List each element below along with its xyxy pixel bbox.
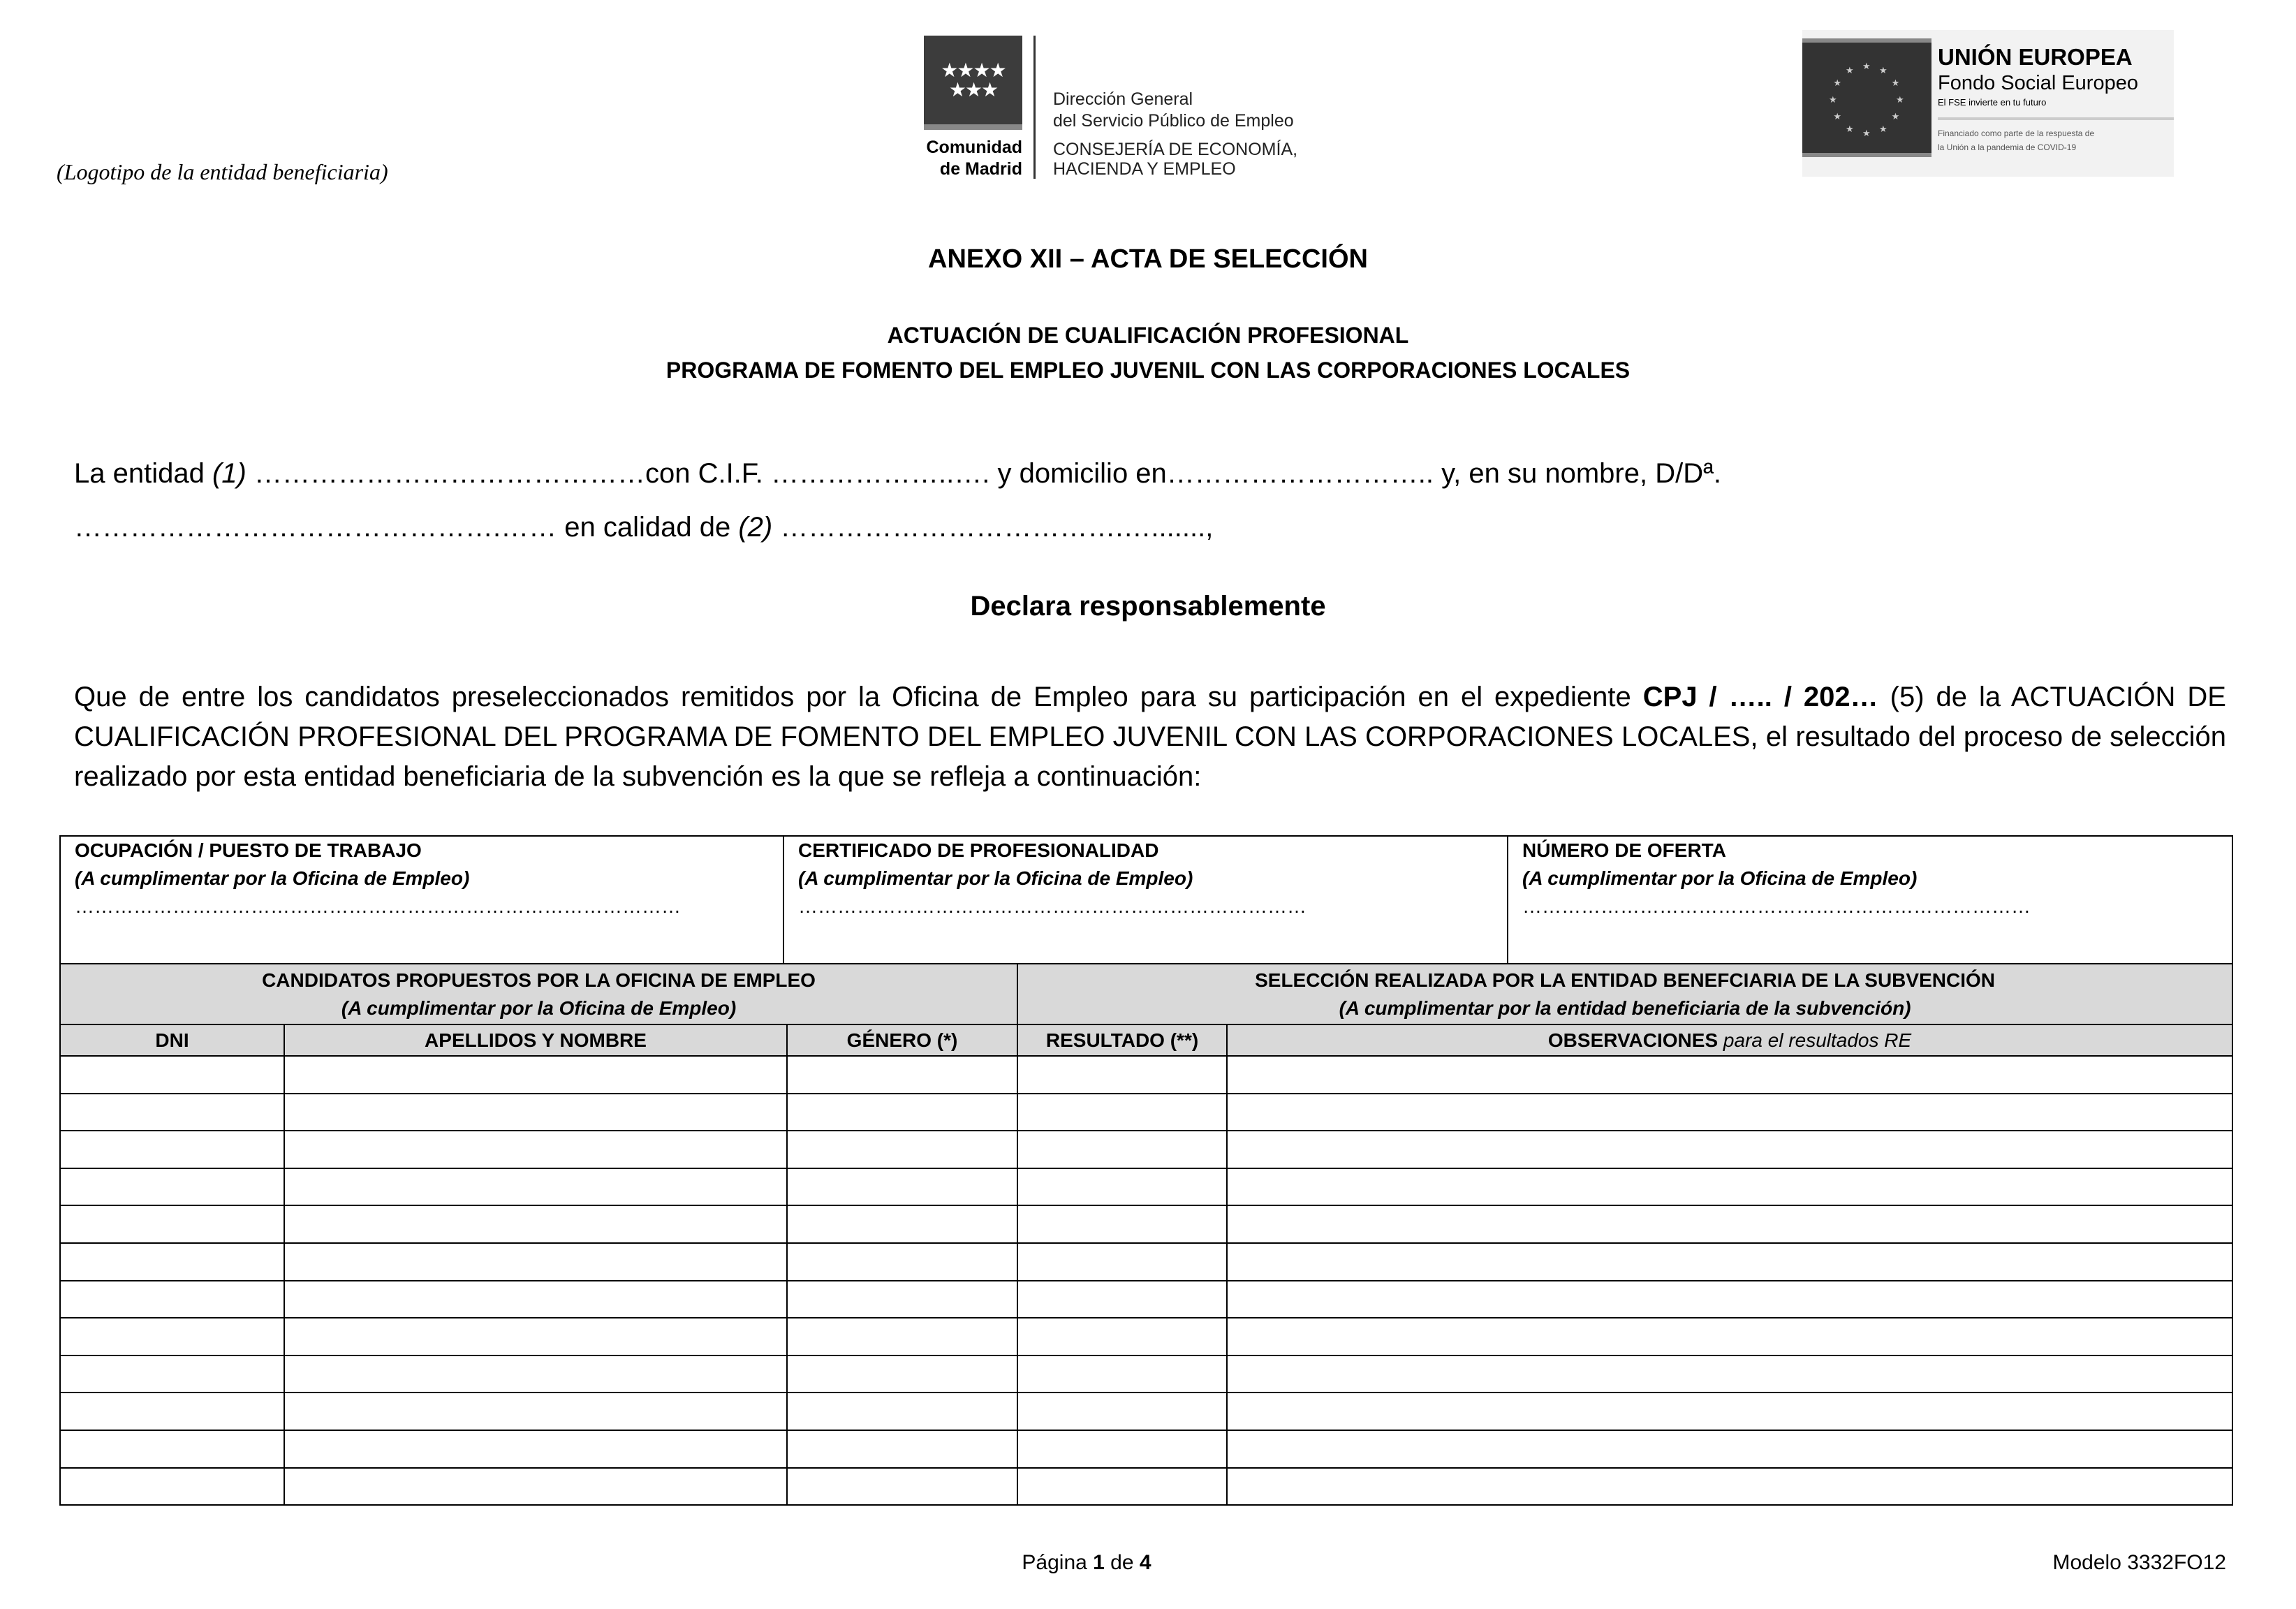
declaration-heading: Declara responsablemente [970,591,1326,622]
table-cell[interactable] [787,1131,1017,1168]
table-cell[interactable] [1017,1468,1227,1506]
table-cell[interactable] [1017,1281,1227,1318]
logo-text: Dirección General [1053,89,1193,109]
table-cell[interactable] [284,1355,787,1393]
logo-text: la Unión a la pandemia de COVID-19 [1938,142,2077,152]
table-cell[interactable] [787,1468,1017,1506]
table-cell[interactable] [1227,1131,2232,1168]
table-cell[interactable] [60,1131,284,1168]
table-cell[interactable] [1017,1056,1227,1094]
table-row [60,1131,2232,1168]
eu-fse-logo [1802,30,2174,177]
intro-paragraph [74,447,2197,554]
table-cell[interactable] [1017,1094,1227,1131]
table-cell[interactable] [1227,1168,2232,1206]
job-info-cell[interactable] [783,836,1508,964]
table-cell[interactable] [284,1056,787,1094]
table-cell[interactable] [1017,1131,1227,1168]
table-cell[interactable] [284,1318,787,1355]
table-cell[interactable] [60,1056,284,1094]
table-cell[interactable] [284,1205,787,1243]
logo-text: Fondo Social Europeo [1938,72,2138,94]
madrid-flag-stars-icon: ★★★★ ★★★ [924,36,1022,130]
table-cell[interactable] [787,1430,1017,1468]
table-cell[interactable] [787,1393,1017,1430]
table-cell[interactable] [1227,1281,2232,1318]
comunidad-madrid-logo [924,36,1315,179]
expediente-ref: CPJ / ….. / 202… [1642,682,1878,712]
table-cell[interactable] [60,1430,284,1468]
fill-dots: …………………………………………………………………… [798,895,1307,917]
job-info-table [59,835,2233,964]
star-icon: ★ [1896,94,1904,105]
table-cell[interactable] [1017,1393,1227,1430]
table-row [60,1094,2232,1131]
table-row [60,1168,2232,1206]
table-row [60,1468,2232,1506]
table-cell[interactable] [284,1094,787,1131]
table-cell[interactable] [1017,1355,1227,1393]
table-cell[interactable] [60,1318,284,1355]
table-cell[interactable] [1227,1243,2232,1281]
cell-label: CERTIFICADO DE PROFESIONALIDAD [798,839,1159,861]
table-row [60,1393,2232,1430]
table-cell[interactable] [1227,1205,2232,1243]
table-cell[interactable] [1227,1393,2232,1430]
table-cell[interactable] [284,1281,787,1318]
table-cell[interactable] [60,1205,284,1243]
note-ref: (1) [212,458,246,489]
column-header: OBSERVACIONES para el resultados RE [1227,1024,2232,1056]
table-cell[interactable] [787,1318,1017,1355]
column-header: RESULTADO (**) [1017,1024,1227,1056]
star-icon: ★ [1829,94,1837,105]
star-icon: ★ [1891,111,1900,122]
table-cell[interactable] [60,1468,284,1506]
cell-note: (A cumplimentar por la Oficina de Empleo) [75,867,470,889]
table-cell[interactable] [284,1468,787,1506]
table-cell[interactable] [284,1393,787,1430]
table-row [60,1430,2232,1468]
table-cell[interactable] [1017,1168,1227,1206]
star-icon: ★ [1879,65,1887,76]
table-cell[interactable] [1227,1318,2232,1355]
table-cell[interactable] [60,1243,284,1281]
table-cell[interactable] [787,1056,1017,1094]
star-icon: ★ [1846,123,1854,134]
cell-label: NÚMERO DE OFERTA [1522,839,1726,861]
star-icon: ★ [1846,65,1854,76]
table-cell[interactable] [284,1168,787,1206]
table-cell[interactable] [787,1243,1017,1281]
body-text: Que de entre los candidatos preseleccionados remitidos por la Oficina de Empleo para su participación en el expediente [74,682,1643,712]
cell-note: (A cumplimentar por la Oficina de Empleo) [798,867,1193,889]
group-header-candidates: CANDIDATOS PROPUESTOS POR LA OFICINA DE EMPLEO (A cumplimentar por la Oficina de Empleo) [60,964,1017,1024]
table-row [60,1281,2232,1318]
table-cell[interactable] [60,1168,284,1206]
logo-text: El FSE invierte en tu futuro [1938,97,2047,108]
table-cell[interactable] [1017,1430,1227,1468]
table-row [60,1355,2232,1393]
table-cell[interactable] [1017,1243,1227,1281]
cell-label: OCUPACIÓN / PUESTO DE TRABAJO [75,839,422,861]
model-code: Modelo 3332FO12 [2052,1551,2226,1574]
table-cell[interactable] [1227,1468,2232,1506]
logo-placeholder: (Logotipo de la entidad beneficiaria) [57,159,388,184]
table-cell[interactable] [787,1281,1017,1318]
subtitle: PROGRAMA DE FOMENTO DEL EMPLEO JUVENIL CON LAS CORPORACIONES LOCALES [665,358,1631,383]
column-header: APELLIDOS Y NOMBRE [284,1024,787,1056]
cell-note: (A cumplimentar por la Oficina de Empleo) [1522,867,1918,889]
table-row [60,1318,2232,1355]
subtitle: ACTUACIÓN DE CUALIFICACIÓN PROFESIONAL [887,323,1409,348]
table-cell[interactable] [60,1355,284,1393]
table-cell[interactable] [1227,1430,2232,1468]
table-row [60,1243,2232,1281]
job-info-cell[interactable] [1508,836,2232,964]
star-icon: ★ [1879,123,1887,134]
table-cell[interactable] [787,1168,1017,1206]
table-cell[interactable] [1227,1094,2232,1131]
group-header-selection: SELECCIÓN REALIZADA POR LA ENTIDAD BENEFCIARIA DE LA SUBVENCIÓN (A cumplimentar por la entidad beneficiaria de la subvención) [1017,964,2232,1024]
column-header: DNI [60,1024,284,1056]
column-header: GÉNERO (*) [787,1024,1017,1056]
table-cell[interactable] [60,1094,284,1131]
fill-dots: ………………………………………………………………………………… [75,895,681,917]
logo-text: CONSEJERÍA DE ECONOMÍA, [1053,140,1298,159]
table-cell[interactable] [60,1281,284,1318]
intro-text: ……………………………….…......., [772,512,1214,543]
star-icon: ★ [1833,78,1842,88]
body-paragraph [74,677,2226,797]
logo-text: Financiado como parte de la respuesta de [1938,128,2095,138]
logo-text: HACIENDA Y EMPLEO [1053,159,1236,179]
body-text: (5) de la ACTUACIÓN DE CUALIFICACIÓN PROFESIONAL DEL PROGRAMA DE FOMENTO DEL EMPLEO JUVENIL CON LAS CORPORACIONES LOCALES, el resultado del proceso de selección realizado por esta entidad beneficiaria de la subvención es la que se refleja a continuación: [74,682,2226,792]
page-number: Página 1 de 4 [1022,1551,1151,1574]
fill-dots: …………………………………………………………………… [1522,895,2031,917]
table-cell[interactable] [284,1131,787,1168]
logo-text: de Madrid [939,159,1022,179]
candidates-table [59,963,2233,1506]
star-icon: ★ [1862,61,1871,71]
table-cell[interactable] [284,1430,787,1468]
intro-text: La entidad [74,458,212,489]
star-icon: ★ [1862,128,1871,138]
logo-text: Comunidad [926,138,1022,157]
table-cell[interactable] [1227,1056,2232,1094]
star-icon: ★ [1833,111,1842,122]
logo-text: del Servicio Público de Empleo [1053,111,1294,131]
table-cell[interactable] [1227,1355,2232,1393]
intro-text: ……………………………………con C.I.F. ………………..…. y domicilio en……………………….. y, en su nombre, D/Dª. ……………………………………….…… en calidad de [74,458,1722,543]
page-title: ANEXO XII – ACTA DE SELECCIÓN [928,244,1368,274]
table-row [60,1205,2232,1243]
job-info-cell[interactable] [60,836,783,964]
table-cell[interactable] [787,1205,1017,1243]
table-cell[interactable] [1017,1205,1227,1243]
table-cell[interactable] [787,1355,1017,1393]
star-icon: ★ [1891,78,1900,88]
table-cell[interactable] [284,1243,787,1281]
table-row [60,1056,2232,1094]
eu-flag-icon [1802,38,1931,157]
table-cell[interactable] [60,1393,284,1430]
table-cell[interactable] [1017,1318,1227,1355]
note-ref: (2) [738,512,773,543]
logo-text: UNIÓN EUROPEA [1938,44,2133,70]
table-cell[interactable] [787,1094,1017,1131]
